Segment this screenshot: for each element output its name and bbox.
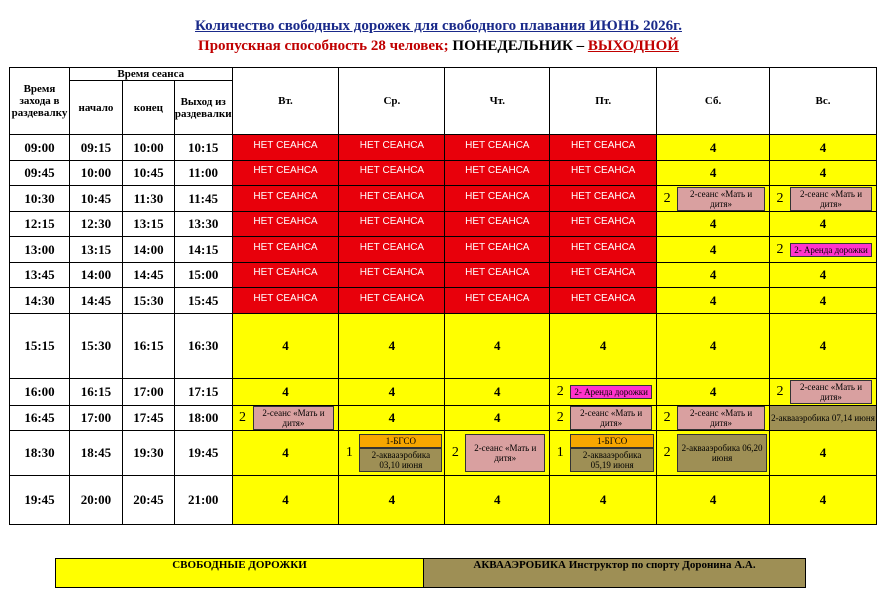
mixed-cell: 2 2-сеанс «Мать и дитя» (770, 186, 877, 212)
exit-time: 19:45 (174, 431, 232, 476)
aqua-aerobics-badge: 2-аквааэробика 03,10 июня (359, 448, 442, 472)
no-session-cell: НЕТ СЕАНСА (232, 212, 339, 237)
mixed-cell: 2 2-сеанс «Мать и дитя» (232, 406, 339, 431)
mixed-cell: 2 2-сеанс «Мать и дитя» (657, 406, 770, 431)
entry-time: 12:15 (10, 212, 70, 237)
no-session-cell: НЕТ СЕАНСА (445, 161, 550, 186)
mother-child-badge: 2-сеанс «Мать и дитя» (677, 406, 765, 430)
start-time: 17:00 (69, 406, 122, 431)
free-lanes-cell: 4 (339, 406, 445, 431)
free-lanes-cell: 4 (445, 476, 550, 525)
no-session-cell: НЕТ СЕАНСА (445, 288, 550, 314)
exit-time: 15:00 (174, 263, 232, 288)
no-session-cell: НЕТ СЕАНСА (445, 135, 550, 161)
free-lanes-cell: 4 (445, 314, 550, 379)
lane-rent-badge: 2- Аренда дорожки (570, 385, 652, 399)
mother-child-badge: 2-сеанс «Мать и дитя» (677, 187, 765, 211)
free-lanes-cell: 4 (657, 476, 770, 525)
lane-rent-badge: 2- Аренда дорожки (790, 243, 872, 257)
free-lanes-cell: 4 (339, 476, 445, 525)
mixed-cell: 2 2-сеанс «Мать и дитя» (657, 186, 770, 212)
table-row (10, 476, 877, 525)
exit-time: 13:30 (174, 212, 232, 237)
exit-time: 15:45 (174, 288, 232, 314)
free-lanes-cell: 4 (657, 161, 770, 186)
free-lanes-cell: 4 (232, 431, 339, 476)
entry-time: 10:30 (10, 186, 70, 212)
start-time: 15:30 (69, 314, 122, 379)
no-session-cell: НЕТ СЕАНСА (550, 288, 657, 314)
table-row (10, 161, 877, 186)
start-header: начало (69, 81, 122, 135)
free-lanes-cell: 4 (770, 314, 877, 379)
end-time: 13:15 (122, 212, 174, 237)
no-session-cell: НЕТ СЕАНСА (550, 263, 657, 288)
table-row (10, 379, 877, 406)
legend-free-lanes: СВОБОДНЫЕ ДОРОЖКИ (55, 558, 424, 588)
free-lanes-cell: 4 (657, 263, 770, 288)
free-lanes-cell: 4 (770, 431, 877, 476)
no-session-cell: НЕТ СЕАНСА (232, 237, 339, 263)
day-header-sun: Вс. (770, 68, 877, 135)
day-header-wed: Ср. (339, 68, 445, 135)
aqua-aerobics-cell: 2-аквааэробика 07,14 июня (770, 406, 877, 431)
entry-time: 13:45 (10, 263, 70, 288)
free-lanes-cell: 4 (657, 212, 770, 237)
table-row (10, 263, 877, 288)
no-session-cell: НЕТ СЕАНСА (550, 135, 657, 161)
no-session-cell: НЕТ СЕАНСА (445, 212, 550, 237)
table-row (10, 212, 877, 237)
free-lanes-cell: 4 (657, 135, 770, 161)
bgso-badge: 1-БГСО (570, 434, 654, 448)
page-title: Количество свободных дорожек для свободного плавания ИЮНЬ 2026г. (195, 18, 682, 34)
start-time: 20:00 (69, 476, 122, 525)
legend-aqua-aerobics: АКВААЭРОБИКА Инструктор по спорту Доронина А.А. (423, 558, 806, 588)
mother-child-badge: 2-сеанс «Мать и дитя» (790, 187, 872, 211)
exit-time: 11:45 (174, 186, 232, 212)
mixed-cell: 2 2- Аренда дорожки (550, 379, 657, 406)
exit-time: 17:15 (174, 379, 232, 406)
no-session-cell: НЕТ СЕАНСА (339, 212, 445, 237)
aqua-aerobics-badge: 2-аквааэробика 05,19 июня (570, 448, 654, 472)
exit-time: 16:30 (174, 314, 232, 379)
free-lanes-cell: 4 (232, 476, 339, 525)
free-lanes-cell: 4 (445, 379, 550, 406)
free-lanes-cell: 4 (770, 161, 877, 186)
start-time: 14:45 (69, 288, 122, 314)
free-lanes-cell: 4 (657, 237, 770, 263)
no-session-cell: НЕТ СЕАНСА (232, 288, 339, 314)
mixed-cell: 2 2- Аренда дорожки (770, 237, 877, 263)
no-session-cell: НЕТ СЕАНСА (445, 237, 550, 263)
end-time: 15:30 (122, 288, 174, 314)
free-lanes-cell: 4 (657, 288, 770, 314)
start-time: 10:45 (69, 186, 122, 212)
entry-time: 09:00 (10, 135, 70, 161)
day-header-tue: Вт. (232, 68, 339, 135)
free-lanes-cell: 4 (657, 314, 770, 379)
end-time: 16:15 (122, 314, 174, 379)
table-row (10, 135, 877, 161)
start-time: 10:00 (69, 161, 122, 186)
end-time: 19:30 (122, 431, 174, 476)
start-time: 13:15 (69, 237, 122, 263)
free-lanes-cell: 4 (770, 212, 877, 237)
no-session-cell: НЕТ СЕАНСА (339, 237, 445, 263)
free-lanes-cell: 4 (550, 314, 657, 379)
start-time: 09:15 (69, 135, 122, 161)
free-lanes-cell: 4 (770, 476, 877, 525)
day-header-fri: Пт. (550, 68, 657, 135)
mother-child-badge: 2-сеанс «Мать и дитя» (253, 406, 335, 430)
no-session-cell: НЕТ СЕАНСА (232, 135, 339, 161)
entry-time: 18:30 (10, 431, 70, 476)
aqua-aerobics-badge: 2-аквааэробика 06,20 июня (677, 434, 767, 472)
no-session-cell: НЕТ СЕАНСА (550, 237, 657, 263)
start-time: 16:15 (69, 379, 122, 406)
table-row (10, 237, 877, 263)
exit-header: Выход из раздевалки (174, 81, 232, 135)
no-session-cell: НЕТ СЕАНСА (339, 161, 445, 186)
entry-time: 13:00 (10, 237, 70, 263)
free-lanes-cell: 4 (770, 263, 877, 288)
mixed-cell: 2 2-сеанс «Мать и дитя» (445, 431, 550, 476)
free-lanes-cell: 4 (339, 314, 445, 379)
table-row (10, 431, 877, 476)
no-session-cell: НЕТ СЕАНСА (232, 263, 339, 288)
exit-time: 21:00 (174, 476, 232, 525)
schedule-table (9, 67, 877, 525)
session-time-header: Время сеанса (69, 68, 232, 81)
start-time: 14:00 (69, 263, 122, 288)
page-subtitle: Пропускная способность 28 человек; ПОНЕДЕЛЬНИК – ВЫХОДНОЙ (198, 38, 679, 54)
free-lanes-cell: 4 (445, 406, 550, 431)
entry-time: 16:00 (10, 379, 70, 406)
bgso-badge: 1-БГСО (359, 434, 442, 448)
end-time: 11:30 (122, 186, 174, 212)
no-session-cell: НЕТ СЕАНСА (339, 186, 445, 212)
free-lanes-cell: 4 (770, 135, 877, 161)
free-lanes-cell: 4 (657, 379, 770, 406)
table-row (10, 186, 877, 212)
no-session-cell: НЕТ СЕАНСА (445, 186, 550, 212)
end-header: конец (122, 81, 174, 135)
entry-time: 16:45 (10, 406, 70, 431)
entry-time: 15:15 (10, 314, 70, 379)
entry-time: 09:45 (10, 161, 70, 186)
mixed-cell: 2 2-сеанс «Мать и дитя» (770, 379, 877, 406)
entry-time: 19:45 (10, 476, 70, 525)
no-session-cell: НЕТ СЕАНСА (232, 186, 339, 212)
free-lanes-cell: 4 (232, 379, 339, 406)
end-time: 17:45 (122, 406, 174, 431)
exit-time: 18:00 (174, 406, 232, 431)
no-session-cell: НЕТ СЕАНСА (550, 212, 657, 237)
mixed-cell: 2 2-сеанс «Мать и дитя» (550, 406, 657, 431)
mother-child-badge: 2-сеанс «Мать и дитя» (465, 434, 545, 472)
day-header-sat: Сб. (657, 68, 770, 135)
mixed-cell: 2 2-аквааэробика 06,20 июня (657, 431, 770, 476)
exit-time: 10:15 (174, 135, 232, 161)
start-time: 18:45 (69, 431, 122, 476)
no-session-cell: НЕТ СЕАНСА (232, 161, 339, 186)
entry-time: 14:30 (10, 288, 70, 314)
free-lanes-cell: 4 (339, 379, 445, 406)
table-row (10, 406, 877, 431)
mother-child-badge: 2-сеанс «Мать и дитя» (790, 380, 872, 404)
end-time: 14:00 (122, 237, 174, 263)
exit-time: 14:15 (174, 237, 232, 263)
free-lanes-cell: 4 (550, 476, 657, 525)
exit-time: 11:00 (174, 161, 232, 186)
free-lanes-cell: 4 (770, 288, 877, 314)
free-lanes-cell: 4 (232, 314, 339, 379)
no-session-cell: НЕТ СЕАНСА (339, 263, 445, 288)
mixed-cell: 1 1-БГСО 2-аквааэробика 03,10 июня (339, 431, 445, 476)
end-time: 14:45 (122, 263, 174, 288)
end-time: 20:45 (122, 476, 174, 525)
table-row (10, 288, 877, 314)
no-session-cell: НЕТ СЕАНСА (339, 288, 445, 314)
mixed-cell: 1 1-БГСО 2-аквааэробика 05,19 июня (550, 431, 657, 476)
start-time: 12:30 (69, 212, 122, 237)
no-session-cell: НЕТ СЕАНСА (550, 161, 657, 186)
no-session-cell: НЕТ СЕАНСА (445, 263, 550, 288)
table-row (10, 314, 877, 379)
day-header-thu: Чт. (445, 68, 550, 135)
no-session-cell: НЕТ СЕАНСА (550, 186, 657, 212)
end-time: 17:00 (122, 379, 174, 406)
end-time: 10:00 (122, 135, 174, 161)
no-session-cell: НЕТ СЕАНСА (339, 135, 445, 161)
mother-child-badge: 2-сеанс «Мать и дитя» (570, 406, 652, 430)
end-time: 10:45 (122, 161, 174, 186)
entry-header: Время захода в раздевалку (10, 68, 70, 135)
